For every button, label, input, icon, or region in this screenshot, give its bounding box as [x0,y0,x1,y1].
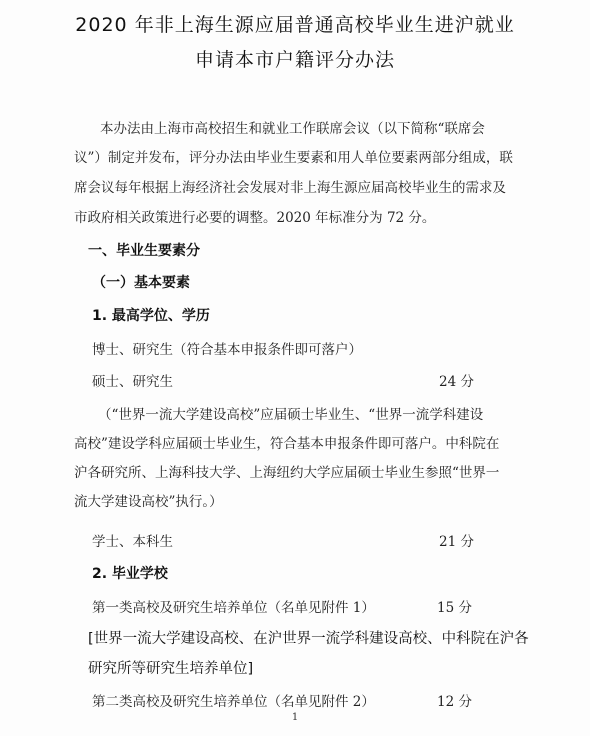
intro-paragraph-line: 议”）制定并发布，评分办法由毕业生要素和用人单位要素两部分组成，联 [74,150,513,166]
section-heading-graduate-factors: 一、毕业生要素分 [88,243,200,259]
class1-score: 15 分 [437,600,472,616]
note-line: 高校”建设学科应届硕士毕业生，符合基本申报条件即可落户。中科院在 [74,436,500,452]
note-line: 沪各研究所、上海科技大学、上海纽约大学应届硕士毕业生参照“世界一 [74,465,500,481]
intro-paragraph-line: 席会议每年根据上海经济社会发展对非上海生源应届高校毕业生的需求及 [74,180,506,196]
class1-label: 第一类高校及研究生培养单位（名单见附件 1） [92,600,375,616]
item-heading-degree: 1. 最高学位、学历 [92,308,210,324]
bachelor-label: 学士、本科生 [92,534,173,550]
page-number: 1 [291,712,299,723]
class2-score: 12 分 [437,694,472,710]
class1-description-line: [世界一流大学建设高校、在沪世界一流学科建设高校、中科院在沪各 [88,631,529,647]
phd-line: 博士、研究生（符合基本申报条件即可落户） [92,342,362,358]
class2-label: 第二类高校及研究生培养单位（名单见附件 2） [92,694,375,710]
master-score: 24 分 [439,374,474,390]
intro-paragraph-line: 市政府相关政策进行必要的调整。2020 年标准分为 72 分。 [74,210,436,226]
document-title-line1: 2020 年非上海生源应届普通高校毕业生进沪就业 [75,14,515,36]
document-title-line2: 申请本市户籍评分办法 [194,49,395,71]
subsection-heading-basic-factors: （一）基本要素 [92,275,190,291]
class1-description-line: 研究所等研究生培养单位] [88,661,254,677]
note-line: （“世界一流大学建设高校”应届硕士毕业生、“世界一流学科建设 [98,407,484,423]
item-heading-school: 2. 毕业学校 [92,566,168,582]
bachelor-score: 21 分 [439,534,474,550]
intro-paragraph-line: 本办法由上海市高校招生和就业工作联席会议（以下简称“联席会 [100,121,485,137]
master-label: 硕士、研究生 [92,374,173,390]
note-line: 流大学建设高校”执行。） [74,494,223,510]
